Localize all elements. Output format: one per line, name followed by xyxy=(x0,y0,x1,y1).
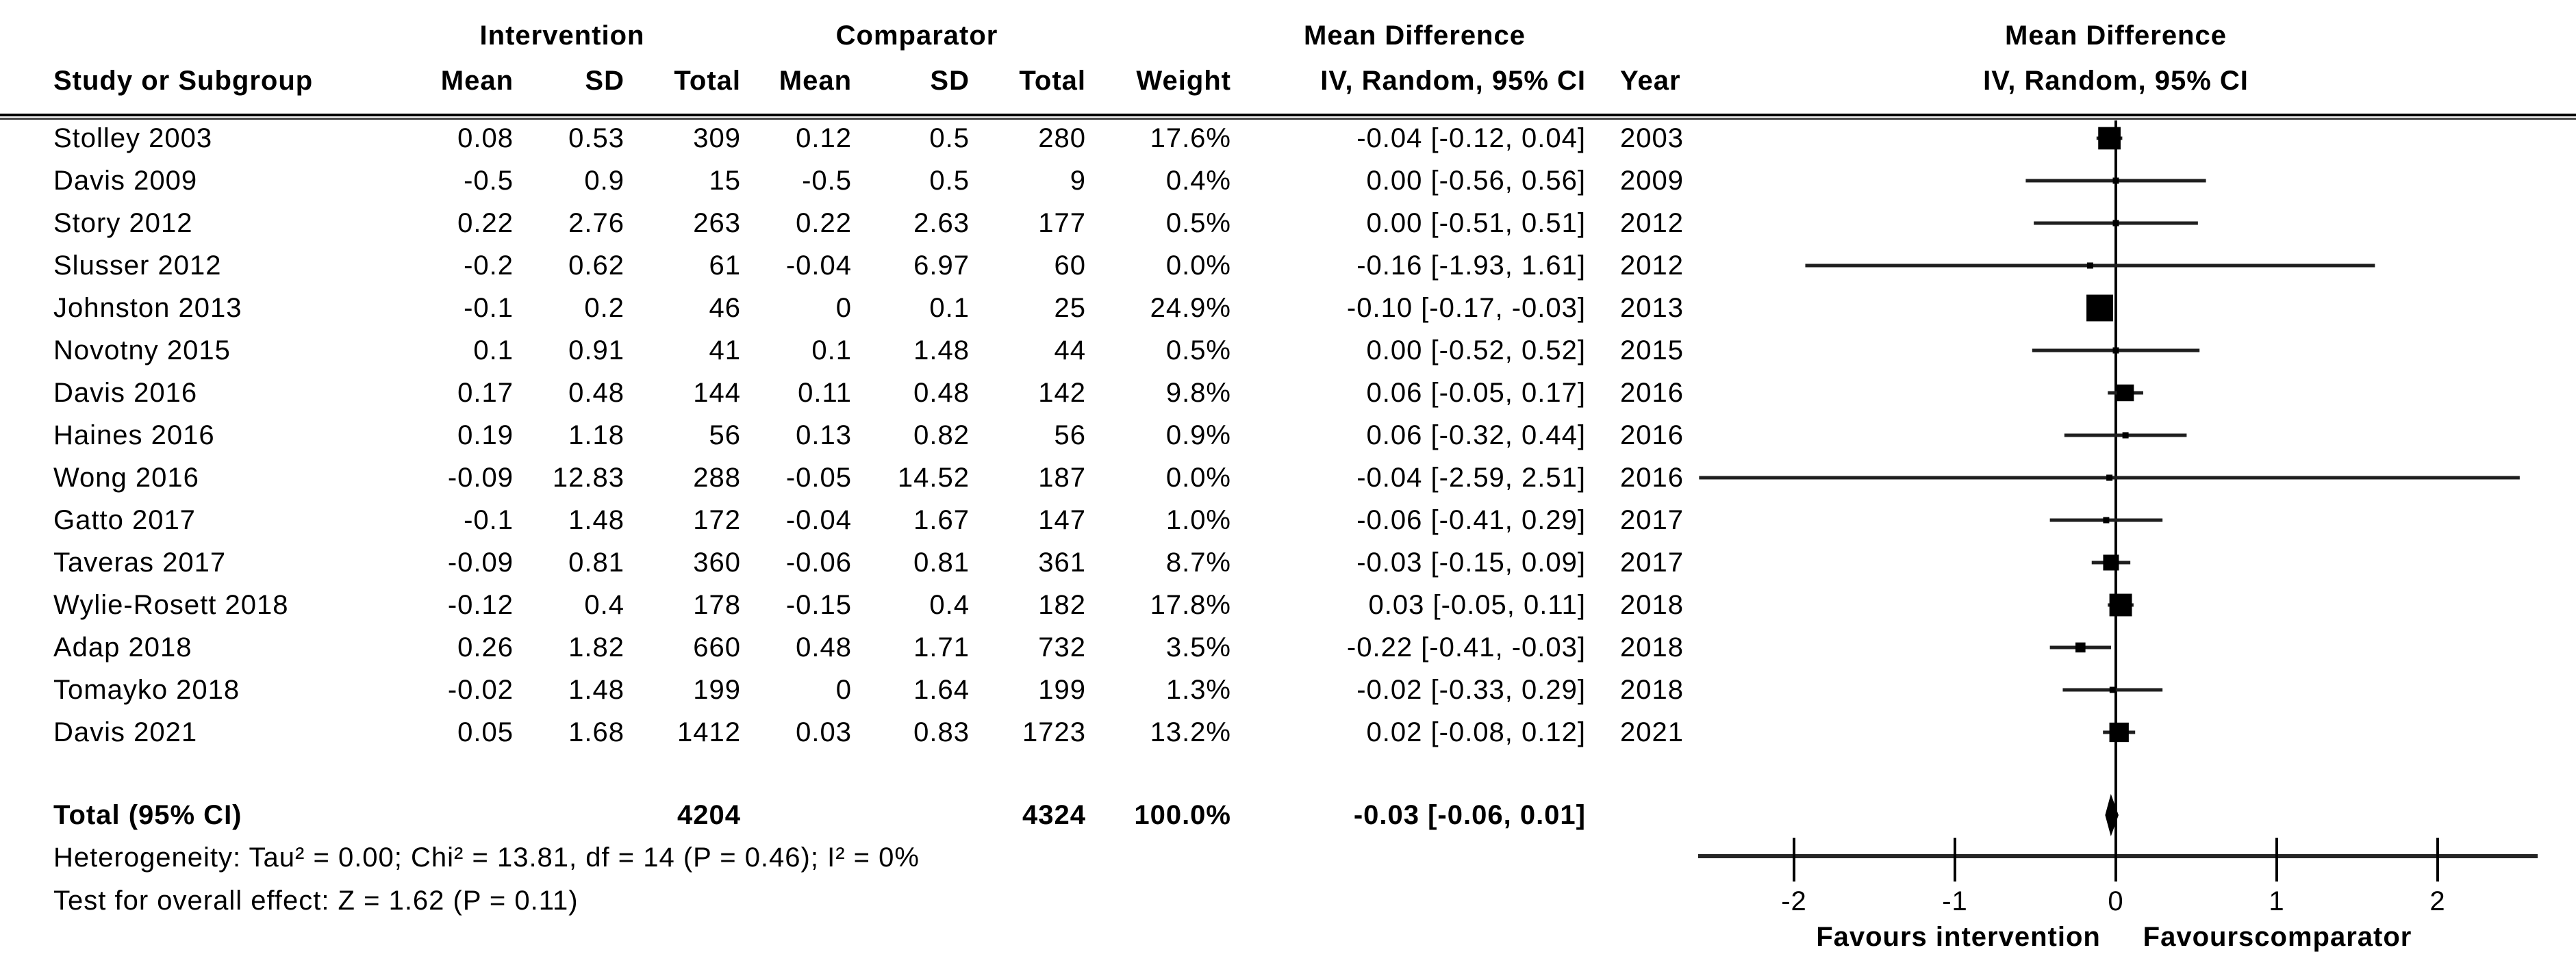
total1-cell: 288 xyxy=(693,463,741,493)
total2-cell: 25 xyxy=(1054,293,1086,323)
effect-marker xyxy=(2110,594,2132,617)
sd1-cell: 1.48 xyxy=(568,505,624,535)
year-cell: 2012 xyxy=(1620,250,1684,281)
effect-marker xyxy=(2113,348,2119,354)
total1-cell: 660 xyxy=(693,632,741,662)
total1-cell: 263 xyxy=(693,208,741,238)
column-header-mean2: Mean xyxy=(779,66,852,96)
tick-label: 1 xyxy=(2269,886,2285,916)
total1-cell: 172 xyxy=(693,505,741,535)
year-cell: 2015 xyxy=(1620,335,1684,365)
effect-marker xyxy=(2113,220,2119,227)
weight-cell: 0.9% xyxy=(1165,420,1231,450)
study-cell: Adap 2018 xyxy=(53,632,192,662)
study-cell: Stolley 2003 xyxy=(53,123,213,153)
study-cell: Wong 2016 xyxy=(53,463,199,493)
ci-cell: -0.04 [-2.59, 2.51] xyxy=(1356,463,1586,493)
year-cell: 2016 xyxy=(1620,463,1684,493)
mean1-cell: -0.2 xyxy=(464,250,514,281)
year-cell: 2009 xyxy=(1620,166,1684,196)
ci-cell: 0.03 [-0.05, 0.11] xyxy=(1368,590,1586,620)
year-cell: 2003 xyxy=(1620,123,1684,153)
study-cell: Davis 2021 xyxy=(53,717,198,747)
column-header-study: Study or Subgroup xyxy=(53,66,314,96)
study-cell: Davis 2009 xyxy=(53,166,198,196)
ci-cell: 0.00 [-0.56, 0.56] xyxy=(1366,166,1586,196)
tick-label: 0 xyxy=(2108,886,2124,916)
ci-cell: 0.06 [-0.32, 0.44] xyxy=(1366,420,1586,450)
total2-cell: 280 xyxy=(1038,123,1086,153)
mean1-cell: 0.17 xyxy=(457,378,514,408)
mean2-cell: -0.04 xyxy=(785,250,852,281)
weight-cell: 1.3% xyxy=(1165,675,1231,705)
weight-cell: 24.9% xyxy=(1150,293,1231,323)
ci-cell: -0.04 [-0.12, 0.04] xyxy=(1356,123,1586,153)
column-header-total2: Total xyxy=(1019,66,1086,96)
year-cell: 2016 xyxy=(1620,378,1684,408)
year-cell: 2021 xyxy=(1620,717,1684,747)
effect-marker xyxy=(2113,178,2119,184)
mean1-cell: 0.08 xyxy=(457,123,514,153)
sd2-cell: 0.4 xyxy=(929,590,970,620)
total2-cell: 1723 xyxy=(1022,717,1086,747)
tick-label: -2 xyxy=(1781,886,1807,916)
study-cell: Gatto 2017 xyxy=(53,505,196,535)
total1-cell: 56 xyxy=(709,420,741,450)
sd2-cell: 0.1 xyxy=(929,293,970,323)
total1-cell: 4204 xyxy=(677,800,741,830)
sd1-cell: 2.76 xyxy=(568,208,624,238)
sd2-cell: 0.81 xyxy=(913,548,970,578)
effect-marker xyxy=(2110,723,2129,742)
total1-cell: 144 xyxy=(693,378,741,408)
sd2-cell: 2.63 xyxy=(913,208,970,238)
sd1-cell: 0.2 xyxy=(584,293,624,323)
mean2-cell: 0.22 xyxy=(796,208,852,238)
ci-cell: 0.00 [-0.52, 0.52] xyxy=(1366,335,1586,365)
mean2-cell: 0.1 xyxy=(811,335,852,365)
ci-cell: -0.03 [-0.15, 0.09] xyxy=(1356,548,1586,578)
sd2-cell: 1.64 xyxy=(913,675,970,705)
total2-cell: 182 xyxy=(1038,590,1086,620)
mean1-cell: 0.05 xyxy=(457,717,514,747)
total2-cell: 142 xyxy=(1038,378,1086,408)
group-header-comparator: Comparator xyxy=(835,21,998,51)
study-cell: Tomayko 2018 xyxy=(53,675,240,705)
total2-cell: 732 xyxy=(1038,632,1086,662)
weight-cell: 100.0% xyxy=(1134,800,1231,830)
weight-cell: 17.6% xyxy=(1150,123,1231,153)
weight-cell: 0.5% xyxy=(1165,208,1231,238)
mean2-cell: -0.5 xyxy=(802,166,852,196)
total2-cell: 9 xyxy=(1070,166,1086,196)
weight-cell: 9.8% xyxy=(1165,378,1231,408)
mean2-cell: -0.06 xyxy=(785,548,852,578)
mean1-cell: 0.26 xyxy=(457,632,514,662)
column-header-mean1: Mean xyxy=(440,66,514,96)
year-cell: 2016 xyxy=(1620,420,1684,450)
effect-marker xyxy=(2123,433,2129,439)
mean2-cell: 0.11 xyxy=(798,378,852,408)
mean1-cell: -0.02 xyxy=(447,675,514,705)
effect-marker xyxy=(2106,475,2112,481)
mean2-cell: 0.12 xyxy=(796,123,852,153)
total1-cell: 61 xyxy=(709,250,741,281)
total2-cell: 177 xyxy=(1038,208,1086,238)
mean1-cell: -0.5 xyxy=(464,166,514,196)
mean1-cell: -0.1 xyxy=(464,505,514,535)
group-header-mean-difference: Mean Difference xyxy=(1304,21,1526,51)
sd2-cell: 6.97 xyxy=(913,250,970,281)
sd2-cell: 0.5 xyxy=(929,123,970,153)
sd2-cell: 0.48 xyxy=(913,378,970,408)
effect-marker xyxy=(2117,385,2134,401)
favours-right-label: Favourscomparator xyxy=(2143,922,2412,952)
sd1-cell: 1.18 xyxy=(568,420,624,450)
plot-title-line1: Mean Difference xyxy=(2005,21,2227,51)
total2-cell: 187 xyxy=(1038,463,1086,493)
total1-cell: 1412 xyxy=(677,717,741,747)
effect-marker xyxy=(2075,643,2086,653)
column-header-total1: Total xyxy=(674,66,741,96)
sd2-cell: 0.5 xyxy=(929,166,970,196)
ci-cell: -0.03 [-0.06, 0.01] xyxy=(1353,800,1586,830)
total1-cell: 178 xyxy=(693,590,741,620)
ci-cell: 0.00 [-0.51, 0.51] xyxy=(1366,208,1586,238)
study-cell: Davis 2016 xyxy=(53,378,198,408)
mean2-cell: 0.48 xyxy=(796,632,852,662)
mean2-cell: 0 xyxy=(835,293,852,323)
overall-effect-text: Test for overall effect: Z = 1.62 (P = 0.11) xyxy=(53,886,579,916)
total1-cell: 360 xyxy=(693,548,741,578)
ci-cell: -0.10 [-0.17, -0.03] xyxy=(1346,293,1586,323)
year-cell: 2018 xyxy=(1620,632,1684,662)
column-header-weight: Weight xyxy=(1136,66,1231,96)
column-header-sd1: SD xyxy=(585,66,624,96)
sd1-cell: 0.4 xyxy=(584,590,624,620)
mean1-cell: 0.19 xyxy=(457,420,514,450)
ci-cell: 0.02 [-0.08, 0.12] xyxy=(1366,717,1586,747)
study-cell: Wylie-Rosett 2018 xyxy=(53,590,289,620)
weight-cell: 1.0% xyxy=(1165,505,1231,535)
sd2-cell: 0.82 xyxy=(913,420,970,450)
study-cell: Slusser 2012 xyxy=(53,250,222,281)
sd1-cell: 1.82 xyxy=(568,632,624,662)
mean2-cell: -0.05 xyxy=(785,463,852,493)
total1-cell: 41 xyxy=(709,335,741,365)
weight-cell: 3.5% xyxy=(1165,632,1231,662)
column-header-ci: IV, Random, 95% CI xyxy=(1320,66,1586,96)
sd1-cell: 12.83 xyxy=(552,463,624,493)
effect-marker xyxy=(2103,554,2119,570)
year-cell: 2018 xyxy=(1620,675,1684,705)
total2-cell: 60 xyxy=(1054,250,1086,281)
effect-marker xyxy=(2087,263,2093,269)
mean2-cell: -0.15 xyxy=(785,590,852,620)
year-cell: 2012 xyxy=(1620,208,1684,238)
effect-marker xyxy=(2086,295,2113,322)
mean2-cell: 0 xyxy=(835,675,852,705)
mean1-cell: 0.1 xyxy=(473,335,514,365)
mean1-cell: -0.1 xyxy=(464,293,514,323)
mean1-cell: -0.09 xyxy=(447,548,514,578)
ci-cell: 0.06 [-0.05, 0.17] xyxy=(1366,378,1586,408)
sd1-cell: 0.48 xyxy=(568,378,624,408)
ci-cell: -0.06 [-0.41, 0.29] xyxy=(1356,505,1586,535)
study-cell: Story 2012 xyxy=(53,208,193,238)
sd2-cell: 0.83 xyxy=(913,717,970,747)
total2-cell: 361 xyxy=(1038,548,1086,578)
tick-label: 2 xyxy=(2429,886,2446,916)
weight-cell: 0.5% xyxy=(1165,335,1231,365)
effect-marker xyxy=(2098,127,2121,150)
mean2-cell: 0.03 xyxy=(796,717,852,747)
year-cell: 2018 xyxy=(1620,590,1684,620)
total1-cell: 46 xyxy=(709,293,741,323)
tick-label: -1 xyxy=(1942,886,1968,916)
study-cell: Taveras 2017 xyxy=(53,548,227,578)
sd1-cell: 1.48 xyxy=(568,675,624,705)
sd2-cell: 1.48 xyxy=(913,335,970,365)
total2-cell: 4324 xyxy=(1022,800,1086,830)
mean1-cell: 0.22 xyxy=(457,208,514,238)
sd1-cell: 0.53 xyxy=(568,123,624,153)
ci-cell: -0.22 [-0.41, -0.03] xyxy=(1346,632,1586,662)
ci-cell: -0.16 [-1.93, 1.61] xyxy=(1356,250,1586,281)
weight-cell: 17.8% xyxy=(1150,590,1231,620)
sd2-cell: 1.71 xyxy=(913,632,970,662)
year-cell: 2017 xyxy=(1620,548,1684,578)
weight-cell: 13.2% xyxy=(1150,717,1231,747)
group-header-intervention: Intervention xyxy=(479,21,645,51)
study-cell: Total (95% CI) xyxy=(53,800,242,830)
column-header-sd2: SD xyxy=(930,66,970,96)
total1-cell: 309 xyxy=(693,123,741,153)
ci-cell: -0.02 [-0.33, 0.29] xyxy=(1356,675,1586,705)
mean2-cell: 0.13 xyxy=(796,420,852,450)
total1-cell: 15 xyxy=(709,166,741,196)
total1-cell: 199 xyxy=(693,675,741,705)
sd1-cell: 0.91 xyxy=(568,335,624,365)
mean2-cell: -0.04 xyxy=(785,505,852,535)
weight-cell: 8.7% xyxy=(1165,548,1231,578)
sd2-cell: 14.52 xyxy=(897,463,970,493)
sd1-cell: 0.62 xyxy=(568,250,624,281)
sd1-cell: 0.9 xyxy=(584,166,624,196)
weight-cell: 0.0% xyxy=(1165,463,1231,493)
weight-cell: 0.4% xyxy=(1165,166,1231,196)
effect-marker xyxy=(2110,687,2116,693)
total2-cell: 44 xyxy=(1054,335,1086,365)
plot-title-line2: IV, Random, 95% CI xyxy=(1983,66,2249,96)
heterogeneity-text: Heterogeneity: Tau² = 0.00; Chi² = 13.81, df = 14 (P = 0.46); I² = 0% xyxy=(53,842,920,873)
study-cell: Novotny 2015 xyxy=(53,335,231,365)
study-cell: Johnston 2013 xyxy=(53,293,242,323)
study-cell: Haines 2016 xyxy=(53,420,215,450)
favours-left-label: Favours intervention xyxy=(1816,922,2101,952)
total2-cell: 56 xyxy=(1054,420,1086,450)
sd2-cell: 1.67 xyxy=(913,505,970,535)
total2-cell: 199 xyxy=(1038,675,1086,705)
sd1-cell: 0.81 xyxy=(568,548,624,578)
total2-cell: 147 xyxy=(1038,505,1086,535)
year-cell: 2017 xyxy=(1620,505,1684,535)
mean1-cell: -0.12 xyxy=(447,590,514,620)
sd1-cell: 1.68 xyxy=(568,717,624,747)
column-header-year: Year xyxy=(1620,66,1681,96)
mean1-cell: -0.09 xyxy=(447,463,514,493)
year-cell: 2013 xyxy=(1620,293,1684,323)
weight-cell: 0.0% xyxy=(1165,250,1231,281)
effect-marker xyxy=(2103,517,2109,524)
